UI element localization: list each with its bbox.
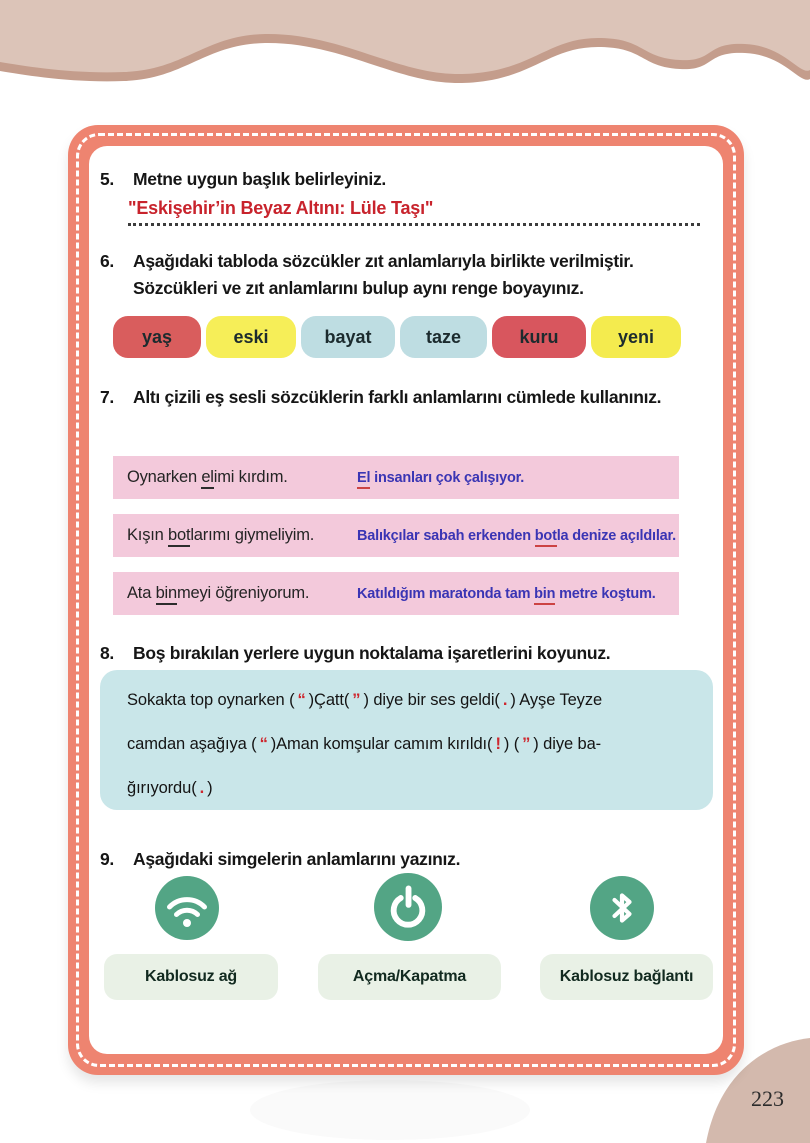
answer-punctuation: !: [495, 735, 501, 753]
symbol-label-text: Kablosuz ağ: [144, 968, 238, 985]
question-7-prompt: Altı çizili eş sesli sözcüklerin farklı anlamlarını cümlede kullanınız.: [133, 387, 662, 407]
underlined-homophone: bot: [168, 526, 190, 547]
question-5-heading: [100, 166, 680, 193]
word-pill-bayat: [301, 316, 395, 358]
punctuation-line-2: camdan aşağıya ( “ )Aman komşular camım kırıldı( ! ) ( ” ) diye ba-: [127, 735, 602, 753]
question-5-prompt: Metne uygun başlık belirleyiniz.: [133, 169, 386, 189]
symbol-label-wifi: [104, 954, 278, 1000]
word-pill-label: kuru: [519, 326, 559, 347]
answer-punctuation: .: [502, 691, 508, 709]
worksheet-card: [68, 125, 744, 1075]
symbol-label-text: Açma/Kapatma: [352, 968, 467, 985]
punctuation-line-1: Sokakta top oynarken ( “ )Çatt( ” ) diye bir ses geldi( . ) Ayşe Teyze: [127, 691, 603, 709]
symbol-label-bluetooth: [540, 954, 713, 1000]
q5-answer-line: [128, 198, 700, 226]
underlined-answer-word: bot: [535, 528, 557, 547]
question-7-number: 7.: [100, 387, 114, 407]
word-pill-yas: [113, 316, 201, 358]
homophone-row-bot: [113, 514, 679, 557]
question-7-heading: [100, 384, 680, 411]
punctuation-line-3: ğırıyordu( . ): [127, 779, 213, 797]
row-answer-handwritten: Balıkçılar sabah erkenden botla denize açıldılar.: [357, 528, 676, 544]
row-sentence: Ata binmeyi öğreniyorum.: [127, 584, 357, 603]
worksheet-panel: [89, 146, 723, 1054]
question-9-number: 9.: [100, 849, 114, 869]
homophone-row-el: [113, 456, 679, 499]
question-8-number: 8.: [100, 643, 114, 663]
power-icon: [374, 873, 442, 941]
question-5-number: 5.: [100, 169, 114, 189]
word-pill-label: yaş: [141, 326, 173, 347]
question-8-prompt: Boş bırakılan yerlere uygun noktalama işaretlerini koyunuz.: [133, 643, 611, 663]
answer-punctuation: .: [199, 779, 205, 797]
answer-punctuation: “: [297, 691, 306, 709]
answer-punctuation: ”: [522, 735, 531, 753]
homophone-row-bin: [113, 572, 679, 615]
underlined-answer-word: El: [357, 470, 370, 489]
answer-punctuation: “: [259, 735, 268, 753]
word-pill-label: yeni: [617, 326, 655, 347]
bluetooth-icon: [590, 876, 654, 940]
row-answer-handwritten: El insanları çok çalışıyor.: [357, 470, 524, 486]
symbol-label-text: Kablosuz bağlantı: [559, 968, 694, 985]
underlined-homophone: bin: [156, 584, 177, 605]
wifi-icon: [155, 876, 219, 940]
underlined-homophone: el: [201, 468, 213, 489]
page-number: 223: [751, 1086, 784, 1111]
antonym-word-table: [113, 316, 681, 358]
word-pill-kuru: [492, 316, 586, 358]
symbol-label-power: [318, 954, 501, 1000]
word-pill-taze: [400, 316, 487, 358]
question-9-prompt: Aşağıdaki simgelerin anlamlarını yazınız.: [133, 849, 461, 869]
word-pill-yeni: [591, 316, 681, 358]
question-9-heading: [100, 846, 680, 873]
top-wave-decoration: [0, 0, 810, 120]
punctuation-box: [100, 670, 713, 810]
word-pill-label: taze: [425, 326, 461, 347]
question-6-prompt: Aşağıdaki tabloda sözcükler zıt anlamlarıyla birlikte verilmiştir. Sözcükleri ve zıt anlamlarını bulup aynı renge boyayınız.: [133, 251, 634, 298]
row-answer-handwritten: Katıldığım maratonda tam bin metre koştum.: [357, 586, 656, 602]
word-pill-label: eski: [233, 326, 269, 347]
row-sentence: Oynarken elimi kırdım.: [127, 468, 357, 487]
question-6-number: 6.: [100, 251, 114, 271]
word-pill-eski: [206, 316, 296, 358]
question-6-heading: [100, 248, 680, 301]
row-sentence: Kışın botlarımı giymeliyim.: [127, 526, 357, 545]
word-pill-label: bayat: [324, 326, 372, 347]
q5-answer-text: "Eskişehir’in Beyaz Altını: Lüle Taşı": [128, 198, 434, 218]
underlined-answer-word: bin: [534, 586, 555, 605]
answer-punctuation: ”: [352, 691, 361, 709]
question-8-heading: [100, 640, 680, 667]
